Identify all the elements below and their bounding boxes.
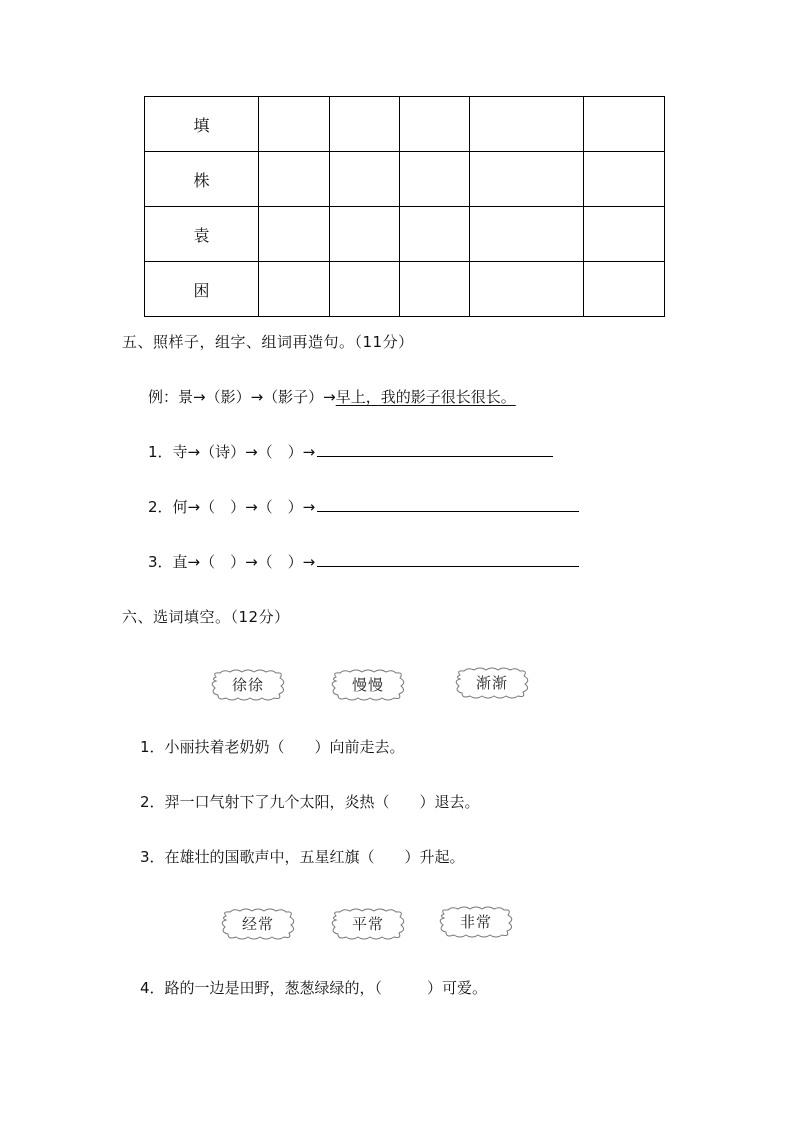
answer-line[interactable] <box>317 497 579 512</box>
blank-cell[interactable] <box>330 207 400 262</box>
word-option: 非常 <box>459 913 492 931</box>
row-char-cell: 困 <box>145 262 259 317</box>
blank-cell[interactable] <box>330 97 400 152</box>
blank-cell[interactable] <box>259 207 330 262</box>
table-row <box>145 152 665 207</box>
character-table <box>144 96 665 317</box>
blank-cell[interactable] <box>330 152 400 207</box>
blank-cell[interactable] <box>400 207 470 262</box>
exercise-item: 1．小丽扶着老奶奶（ ）向前走去。 <box>140 738 405 756</box>
exercise-item-text: 2．何→（ ）→（ ）→ <box>148 498 316 516</box>
row-char-cell: 袁 <box>145 207 259 262</box>
blank-cell[interactable] <box>259 97 330 152</box>
word-cloud-option <box>328 907 408 941</box>
blank-cell[interactable] <box>259 152 330 207</box>
example-prefix: 例：景→（影）→（影子）→ <box>148 388 336 406</box>
exercise-item-text: 3．直→（ ）→（ ）→ <box>148 553 316 571</box>
blank-cell[interactable] <box>330 262 400 317</box>
exercise-item: 3．在雄壮的国歌声中，五星红旗（ ）升起。 <box>140 848 465 866</box>
blank-cell[interactable] <box>259 262 330 317</box>
exercise-item <box>148 496 579 517</box>
answer-line[interactable] <box>317 442 553 457</box>
table-row <box>145 97 665 152</box>
exercise-item: 2．羿一口气射下了九个太阳，炎热（ ）退去。 <box>140 793 480 811</box>
blank-cell[interactable] <box>470 262 584 317</box>
blank-cell[interactable] <box>400 97 470 152</box>
word-cloud-option <box>208 668 288 702</box>
row-char-cell: 株 <box>145 152 259 207</box>
exercise-item: 4．路的一边是田野，葱葱绿绿的，（ ）可爱。 <box>140 979 488 997</box>
word-cloud-option <box>218 907 298 941</box>
word-cloud-option <box>328 668 408 702</box>
blank-cell[interactable] <box>470 152 584 207</box>
example-line <box>148 386 516 407</box>
blank-cell[interactable] <box>400 152 470 207</box>
blank-cell[interactable] <box>584 152 665 207</box>
example-sentence: 早上，我的影子很长很长。 <box>335 388 516 406</box>
blank-cell[interactable] <box>470 97 584 152</box>
blank-cell[interactable] <box>584 207 665 262</box>
blank-cell[interactable] <box>470 207 584 262</box>
word-option: 慢慢 <box>351 676 384 694</box>
exercise-item-text: 1．寺→（诗）→（ ）→ <box>148 443 316 461</box>
table-row <box>145 207 665 262</box>
word-option: 经常 <box>241 915 274 933</box>
word-cloud-option <box>436 905 516 939</box>
exercise-item <box>148 551 579 572</box>
word-option: 徐徐 <box>231 676 264 694</box>
answer-line[interactable] <box>317 552 579 567</box>
word-option: 平常 <box>351 915 384 933</box>
word-option: 渐渐 <box>475 674 508 692</box>
row-char-cell: 填 <box>145 97 259 152</box>
blank-cell[interactable] <box>584 97 665 152</box>
table-row <box>145 262 665 317</box>
section5-title: 五、照样子，组字、组词再造句。（11分） <box>122 333 414 351</box>
exercise-item <box>148 441 553 462</box>
word-cloud-option <box>452 666 532 700</box>
blank-cell[interactable] <box>584 262 665 317</box>
section6-title: 六、选词填空。（12分） <box>122 608 290 626</box>
blank-cell[interactable] <box>400 262 470 317</box>
